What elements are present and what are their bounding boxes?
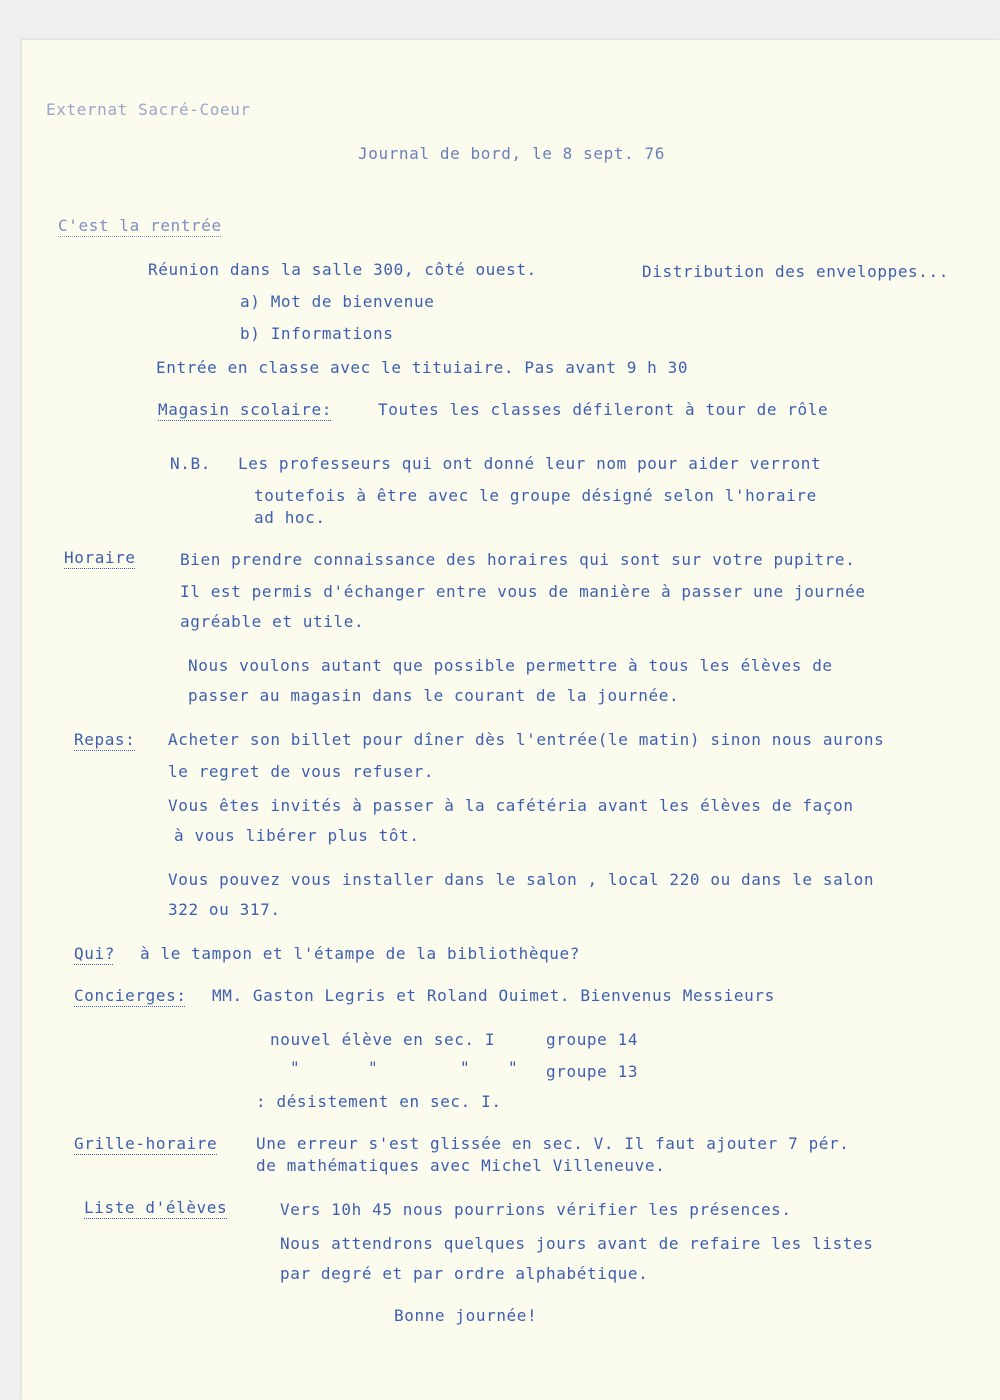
liste-line-3: par degré et par ordre alphabétique. (280, 1264, 649, 1283)
reunion-item-a: a) Mot de bienvenue (240, 292, 435, 311)
concierges-label: Concierges: (74, 986, 187, 1005)
repas-line-2: le regret de vous refuser. (168, 762, 435, 781)
nb-line-2: toutefois à être avec le groupe désigné selon l'horaire (254, 486, 817, 505)
qui-label: Qui? (74, 944, 115, 963)
section-title: C'est la rentrée (58, 216, 222, 235)
ditto-mark: " (290, 1058, 301, 1077)
eleves-group-13: groupe 13 (546, 1062, 639, 1081)
horaire-line-2: Il est permis d'échanger entre vous de manière à passer une journée (180, 582, 866, 601)
nb-line-3: ad hoc. (254, 508, 326, 527)
magasin-label: Magasin scolaire: (158, 400, 332, 419)
journal-header: Journal de bord, le 8 sept. 76 (358, 144, 665, 163)
horaire-line-3: agréable et utile. (180, 612, 365, 631)
reunion-line: Réunion dans la salle 300, côté ouest. (148, 260, 537, 279)
repas-line-4: à vous libérer plus tôt. (174, 826, 420, 845)
grille-label: Grille-horaire (74, 1134, 218, 1153)
grille-line-2: de mathématiques avec Michel Villeneuve. (256, 1156, 666, 1175)
document-page (22, 40, 1000, 1400)
eleves-line-3: : désistement en sec. I. (256, 1092, 502, 1111)
grille-line-1: Une erreur s'est glissée en sec. V. Il faut ajouter 7 pér. (256, 1134, 850, 1153)
closing: Bonne journée! (394, 1306, 538, 1325)
ditto-mark: " (508, 1058, 519, 1077)
repas-label: Repas: (74, 730, 136, 749)
reunion-item-b: b) Informations (240, 324, 394, 343)
repas-line-6: 322 ou 317. (168, 900, 281, 919)
liste-label: Liste d'élèves (84, 1198, 228, 1217)
repas-line-5: Vous pouvez vous installer dans le salon , local 220 ou dans le salon (168, 870, 875, 889)
horaire-label: Horaire (64, 548, 136, 567)
school-name: Externat Sacré-Coeur (46, 100, 251, 119)
liste-line-1: Vers 10h 45 nous pourrions vérifier les présences. (280, 1200, 792, 1219)
ditto-mark: " (368, 1058, 379, 1077)
nb-label: N.B. (170, 454, 211, 473)
horaire-line-1: Bien prendre connaissance des horaires qui sont sur votre pupitre. (180, 550, 856, 569)
horaire-line-5: passer au magasin dans le courant de la journée. (188, 686, 680, 705)
eleves-group-14: groupe 14 (546, 1030, 639, 1049)
qui-text: à le tampon et l'étampe de la bibliothèque? (140, 944, 581, 963)
entree-line: Entrée en classe avec le tituiaire. Pas avant 9 h 30 (156, 358, 689, 377)
eleves-line-1: nouvel élève en sec. I (270, 1030, 496, 1049)
ditto-mark: " (460, 1058, 471, 1077)
repas-line-3: Vous êtes invités à passer à la cafétéria avant les élèves de façon (168, 796, 854, 815)
distribution-line: Distribution des enveloppes... (642, 262, 949, 281)
concierges-text: MM. Gaston Legris et Roland Ouimet. Bienvenus Messieurs (212, 986, 775, 1005)
liste-line-2: Nous attendrons quelques jours avant de refaire les listes (280, 1234, 874, 1253)
repas-line-1: Acheter son billet pour dîner dès l'entrée(le matin) sinon nous aurons (168, 730, 885, 749)
magasin-text: Toutes les classes défileront à tour de rôle (378, 400, 829, 419)
nb-line-1: Les professeurs qui ont donné leur nom pour aider verront (238, 454, 822, 473)
horaire-line-4: Nous voulons autant que possible permettre à tous les élèves de (188, 656, 833, 675)
